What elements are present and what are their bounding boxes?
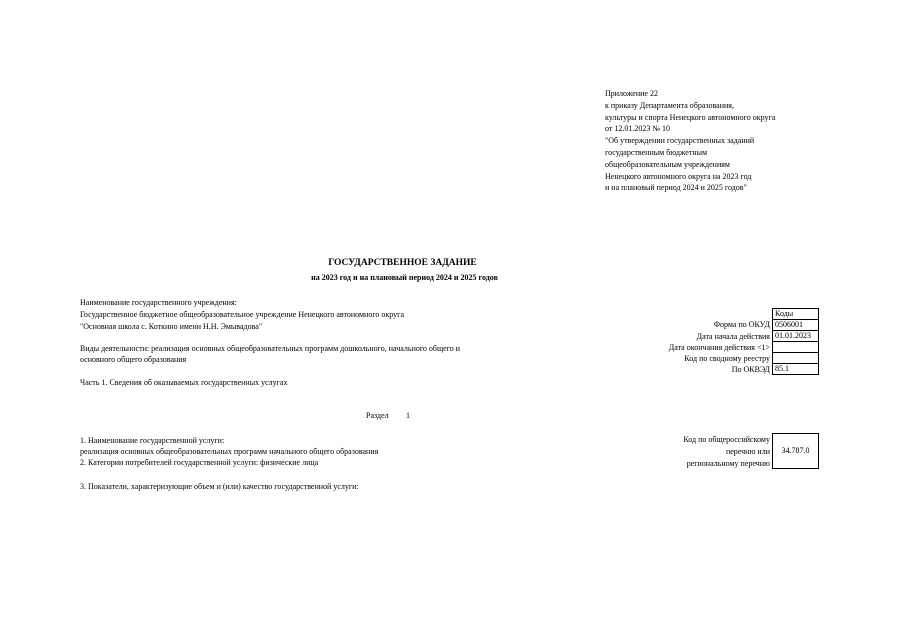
appendix-line: "Об утверждении государственных заданий — [605, 136, 755, 146]
code-label-okved: По ОКВЭД — [731, 365, 770, 374]
institution-name-line1: Государственное бюджетное общеобразовательное учреждение Ненецкого автономного округа — [80, 310, 405, 319]
activities-line2: основного общего образования — [80, 355, 187, 364]
code-label-start-date: Дата начала действия — [696, 332, 770, 341]
activities-line1: Виды деятельности: реализация основных общеобразовательных программ дошкольного, начального общего и — [80, 344, 461, 353]
part-label: Часть 1. Сведения об оказываемых государственных услугах — [80, 378, 288, 387]
appendix-line: от 12.01.2023 № 10 — [605, 124, 671, 134]
code-label-okud: Форма по ОКУД — [713, 320, 770, 329]
service-category: 2. Категории потребителей государственной услуги: физические лица — [80, 458, 319, 467]
appendix-line: Приложение 22 — [605, 89, 658, 98]
institution-label: Наименование государственного учреждения: — [80, 298, 237, 307]
appendix-line: общеобразовательным учреждениям — [605, 159, 730, 169]
appendix-block — [605, 88, 845, 194]
section-number: 1 — [406, 411, 410, 420]
code-value-start-date: 01.01.2023 — [772, 330, 819, 342]
appendix-line: к приказу Департамента образования, — [605, 100, 734, 110]
document-title: ГОСУДАРСТВЕННОЕ ЗАДАНИЕ — [328, 258, 477, 268]
code-label-end-date: Дата окончания действия <1> — [668, 343, 770, 352]
appendix-line: и на плановый период 2024 и 2025 годов" — [605, 183, 747, 193]
service-indicators: 3. Показатели, характеризующие объем и (или) качество государственной услуги: — [80, 482, 359, 491]
registry-code-value: 34.787.0 — [772, 433, 819, 469]
service-name-value: реализация основных общеобразовательных программ начального общего образования — [80, 447, 379, 456]
registry-label-line2: перечню или — [725, 447, 770, 456]
document-subtitle: на 2023 год и на плановый период 2024 и 2025 годов — [311, 273, 498, 282]
codes-header-cell: Коды — [772, 308, 819, 320]
code-label-registry: Код по сводному реестру — [684, 354, 770, 363]
registry-label-line3: региональному перечню — [686, 459, 770, 468]
institution-name-line2: "Основная школа с. Коткино имени Н.Н. Эмывадова" — [80, 322, 263, 331]
service-name-label: 1. Наименование государственной услуги: — [80, 436, 225, 445]
code-value-okved: 85.1 — [772, 363, 819, 375]
appendix-line: культуры и спорта Ненецкого автономного округа — [605, 112, 776, 122]
code-value-okud: 0506001 — [772, 319, 819, 331]
appendix-line: Ненецкого автономного округа на 2023 год — [605, 171, 752, 181]
registry-label-line1: Код по общероссийскому — [683, 435, 770, 444]
section-label: Раздел — [366, 411, 389, 420]
appendix-line: государственным бюджетным — [605, 147, 708, 157]
